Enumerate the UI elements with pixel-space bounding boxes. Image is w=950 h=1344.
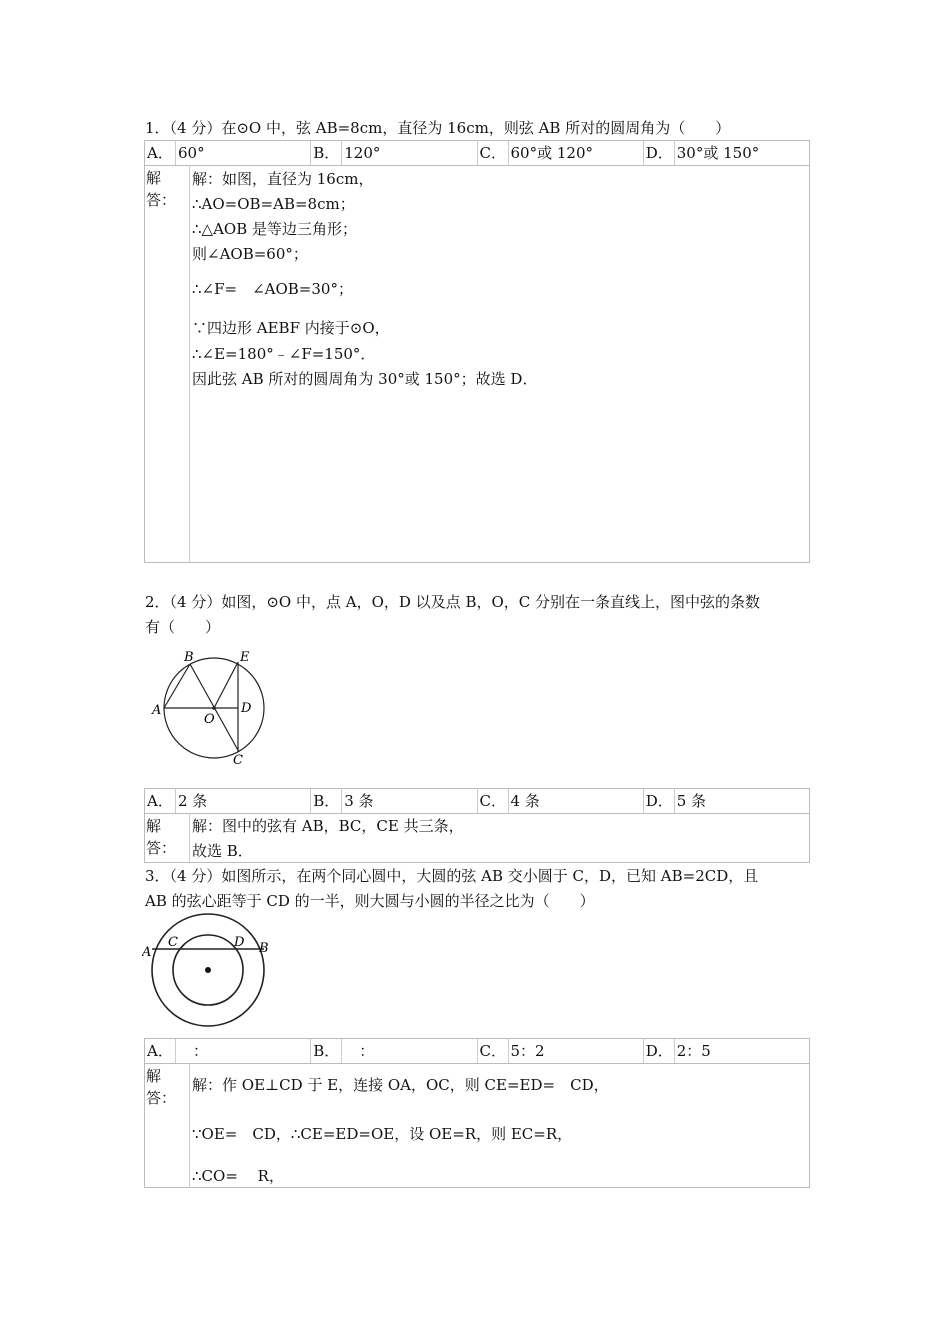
option-value: 2 条 [178,792,208,810]
option-value: 4 条 [510,792,540,810]
option-b[interactable] [311,789,477,813]
label-b: B [184,650,194,665]
option-value: 5 条 [676,792,707,810]
label-a: A [142,945,152,960]
option-value: 5：2 [510,1042,545,1060]
solution-label: 解答： [145,813,190,862]
solution-line: ∴CO= R， [192,1167,284,1185]
question-2-stem-line-1: 2．（4 分）如图，⊙O 中，点 A，O，D 以及点 B，O，C 分别在一条直线上，图中弦的条数 [145,593,761,611]
option-value: 60°或 120° [510,144,593,162]
option-key: C． [478,789,509,813]
center-point [212,706,216,710]
solution-line: ∵OE= CD，∴CE=ED=OE，设 OE=R，则 EC=R， [192,1125,573,1143]
option-a[interactable] [145,789,311,813]
question-1-solution [144,165,810,563]
question-3-stem-line-2: AB 的弦心距等于 CD 的一半，则大圆与小圆的半径之比为（ ） [145,892,595,910]
option-value: 60° [178,144,205,162]
question-2-stem-line-2: 有（ ） [145,618,221,636]
question-3-solution [144,1063,810,1188]
option-d[interactable] [644,789,809,813]
option-key: A． [145,789,176,813]
option-key: C． [478,141,509,165]
question-3-figure [142,910,276,1034]
option-d[interactable] [644,141,809,165]
question-3-options [144,1038,810,1064]
option-value: 2：5 [676,1042,711,1060]
option-value: ： [344,1042,375,1060]
solution-line: 因此弦 AB 所对的圆周角为 30°或 150°；故选 D． [192,370,538,388]
option-c[interactable] [478,141,644,165]
option-a[interactable] [145,141,311,165]
question-2-solution [144,813,810,863]
solution-line: ∴∠F= ∠AOB=30°； [192,280,353,298]
solution-line: ∴∠E=180°﹣∠F=150°． [192,345,376,363]
solution-line: 故选 B． [192,842,253,860]
label-c: C [168,935,178,950]
option-key: C． [478,1039,509,1063]
solution-label: 解答： [145,1063,190,1187]
option-b[interactable] [311,1039,477,1063]
option-b[interactable] [311,141,477,165]
label-b: B [259,941,269,956]
option-value: 3 条 [344,792,374,810]
center-point [205,967,211,973]
option-key: B． [311,141,342,165]
option-c[interactable] [478,1039,644,1063]
option-value: 30°或 150° [676,144,760,162]
question-1-options [144,140,810,166]
solution-line: ∵四边形 AEBF 内接于⊙O， [192,319,390,337]
label-d: D [241,701,252,716]
question-3-stem-line-1: 3．（4 分）如图所示，在两个同心圆中，大圆的弦 AB 交小圆于 C，D，已知 AB=2CD，且 [145,867,759,885]
question-1-stem: 1．（4 分）在⊙O 中，弦 AB=8cm，直径为 16cm，则弦 AB 所对的圆周角为（ ） [145,119,731,137]
solution-line: 解：图中的弦有 AB，BC，CE 共三条， [192,817,464,835]
option-d[interactable] [644,1039,809,1063]
option-value: 120° [344,144,381,162]
option-key: B． [311,1039,342,1063]
option-key: D． [644,789,675,813]
solution-line: 解：作 OE⊥CD 于 E，连接 OA，OC，则 CE=ED= CD， [192,1076,609,1094]
question-2-options [144,788,810,814]
option-key: D． [644,141,675,165]
question-2-figure [148,648,270,768]
label-c: C [233,753,243,768]
option-value: ： [178,1042,209,1060]
chord-ab [164,664,190,708]
solution-line: ∴△AOB 是等边三角形； [192,220,358,238]
label-d: D [234,935,245,950]
option-a[interactable] [145,1039,311,1063]
label-a: A [152,703,162,718]
option-key: A． [145,1039,176,1063]
option-c[interactable] [478,789,644,813]
label-e: E [240,650,250,665]
option-key: A． [145,141,176,165]
option-key: D． [644,1039,675,1063]
option-key: B． [311,789,342,813]
solution-label: 解答： [145,165,190,562]
segment-oe [214,662,238,708]
solution-line: 解：如图，直径为 16cm， [192,170,374,188]
solution-line: ∴AO=OB=AB=8cm； [192,195,355,213]
label-o: O [204,712,215,727]
solution-line: 则∠AOB=60°； [192,245,308,263]
